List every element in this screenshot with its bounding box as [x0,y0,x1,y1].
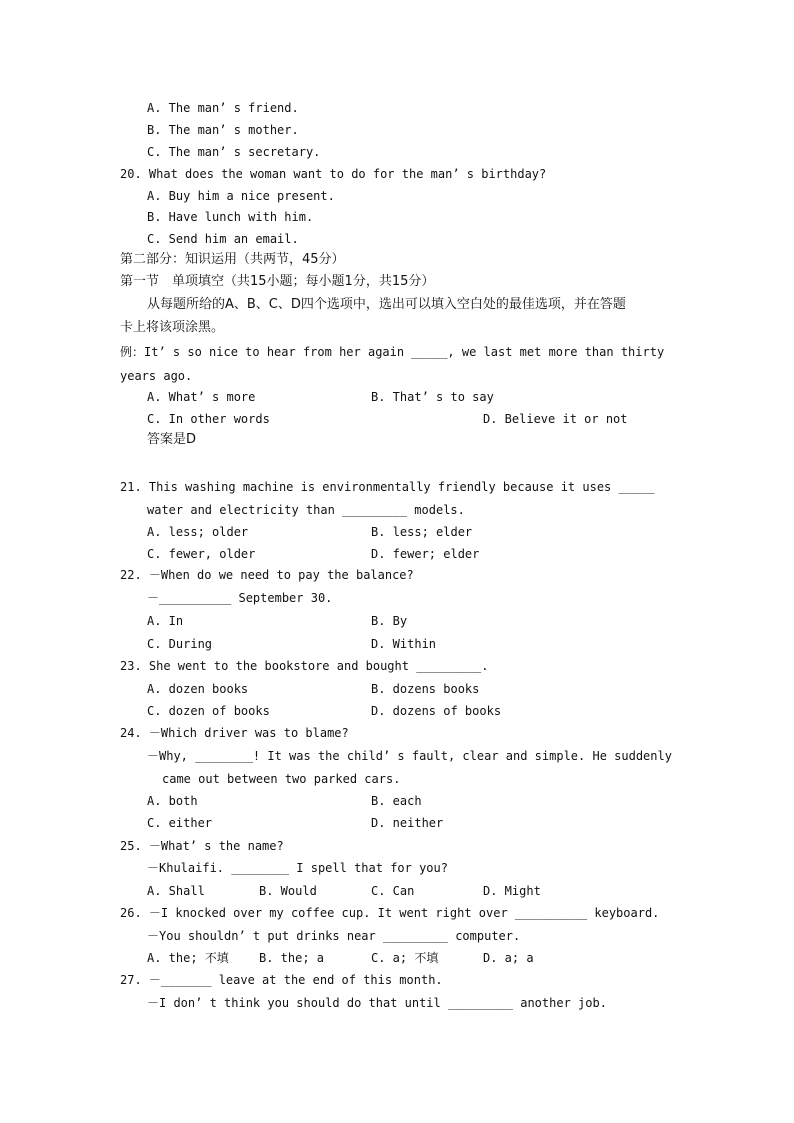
q25-option-a: A. Shall [147,884,205,898]
instruction-line1: 从每题所给的A、B、C、D四个选项中，选出可以填入空白处的最佳选项，并在答题 [147,297,626,312]
example-option-c: C. In other words [147,412,270,426]
q24-stem-line2: －Why, ________! It was the child’ s fault, clear and simple. He suddenly [147,749,672,763]
q21-option-a: A. less; older [147,525,249,539]
q22-stem-line2: －__________ September 30. [147,591,333,605]
q26-option-d: D. a; a [483,951,534,965]
section1-heading: 第一节 单项填空（共15小题；每小题1分，共15分） [120,274,435,289]
q26-stem-line1: 26. －I knocked over my coffee cup. It went right over __________ keyboard. [120,906,660,920]
q21-option-c: C. fewer, older [147,547,256,561]
q24-stem-line3: came out between two parked cars. [162,772,401,786]
q26-stem-line2: －You shouldn’ t put drinks near _________ computer. [147,929,521,943]
q20-option-b: B. Have lunch with him. [147,210,314,224]
q21-stem-line1: 21. This washing machine is environmentally friendly because it uses _____ [120,480,655,494]
q26-option-b: B. the; a [259,951,325,965]
q21-option-d: D. fewer; elder [371,547,480,561]
instruction-line2: 卡上将该项涂黑。 [120,320,225,335]
q23-option-c: C. dozen of books [147,704,270,718]
q22-option-d: D. Within [371,637,437,651]
q24-option-c: C. either [147,816,213,830]
q20-stem: 20. What does the woman want to do for the man’ s birthday? [120,167,547,181]
q26-option-c: C. a; 不填 [371,951,439,965]
example-stem-line2: years ago. [120,369,193,383]
example-option-b: B. That’ s to say [371,390,494,404]
q24-option-a: A. both [147,794,198,808]
q25-option-b: B. Would [259,884,317,898]
q27-stem-line2: －I don’ t think you should do that until _________ another job. [147,996,607,1010]
q19-option-c: C. The man’ s secretary. [147,145,321,159]
q22-stem-line1: 22. －When do we need to pay the balance? [120,568,414,582]
q27-stem-line1: 27. －_______ leave at the end of this month. [120,973,443,987]
q20-option-a: A. Buy him a nice present. [147,189,335,203]
example-stem-line1: 例：It’ s so nice to hear from her again _____, we last met more than thirty [120,345,665,359]
q24-option-b: B. each [371,794,422,808]
example-option-d: D. Believe it or not [483,412,628,426]
q19-option-b: B. The man’ s mother. [147,123,299,137]
q23-option-b: B. dozens books [371,682,480,696]
q23-option-a: A. dozen books [147,682,249,696]
q24-option-d: D. neither [371,816,444,830]
example-answer: 答案是D [147,432,197,447]
q25-stem-line1: 25. －What’ s the name? [120,839,284,853]
q21-option-b: B. less; elder [371,525,473,539]
example-option-a: A. What’ s more [147,390,256,404]
q22-option-b: B. By [371,614,408,628]
q26-option-a: A. the; 不填 [147,951,229,965]
q24-stem-line1: 24. －Which driver was to blame? [120,726,349,740]
q20-option-c: C. Send him an email. [147,232,299,246]
q23-option-d: D. dozens of books [371,704,502,718]
q25-option-c: C. Can [371,884,415,898]
q25-option-d: D. Might [483,884,541,898]
q19-option-a: A. The man’ s friend. [147,101,299,115]
q25-stem-line2: －Khulaifi. ________ I spell that for you? [147,861,448,875]
q23-stem-line1: 23. She went to the bookstore and bought _________. [120,659,489,673]
q22-option-c: C. During [147,637,213,651]
q21-stem-line2: water and electricity than _________ models. [147,503,465,517]
q22-option-a: A. In [147,614,184,628]
part2-heading: 第二部分：知识运用（共两节，45分） [120,252,345,267]
